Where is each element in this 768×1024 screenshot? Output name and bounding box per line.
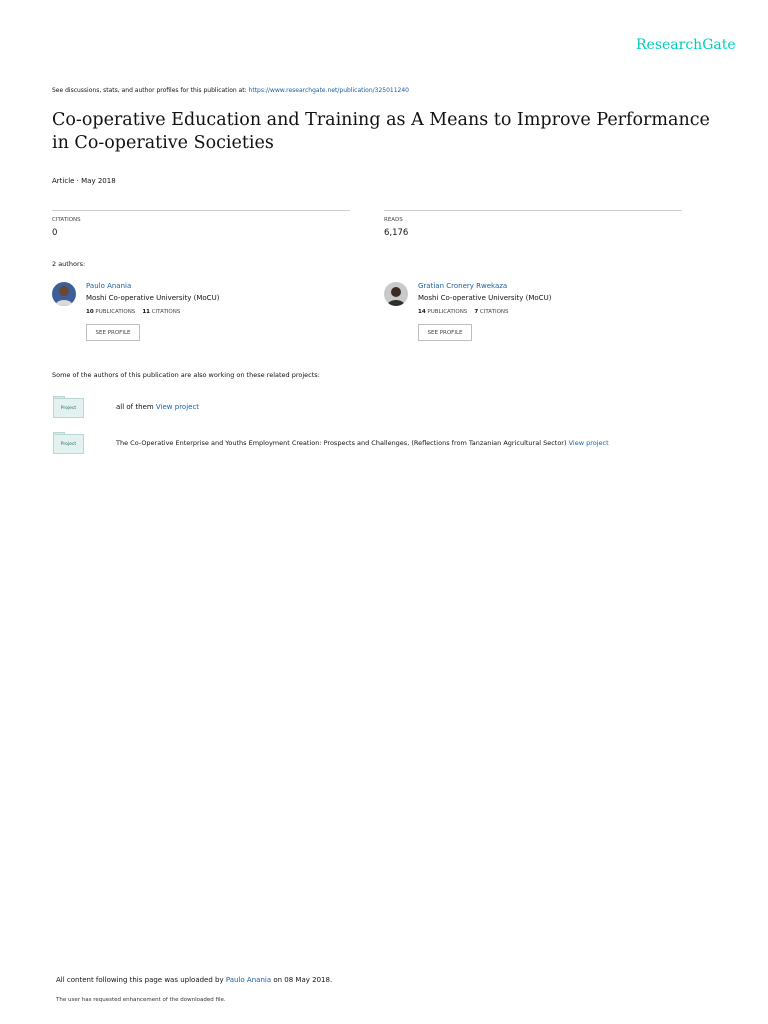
researchgate-logo[interactable]: ResearchGate [636,37,736,53]
author-name-link[interactable]: Paulo Anania [86,282,132,290]
author-card [384,282,684,352]
avatar-photo-icon [384,282,408,306]
author-name-link[interactable]: Gratian Cronery Rwekaza [418,282,508,290]
related-project-item [52,432,742,458]
citations-count-label: CITATIONS [151,309,181,315]
upload-suffix: on 08 May 2018. [271,976,333,984]
citations-count: 7 [474,309,479,315]
reads-value: 6,176 [384,228,409,238]
discussion-text: See discussions, stats, and author profiles for this publication at: [52,87,249,94]
view-project-link[interactable]: View project [155,403,200,411]
view-project-link[interactable]: View project [568,439,609,447]
citations-value: 0 [52,228,58,238]
project-badge: Project [53,434,84,454]
project-description [116,403,199,411]
upload-notice [56,976,332,984]
citations-label: CITATIONS [52,217,81,223]
citations-count: 11 [142,309,150,315]
project-badge: Project [53,398,84,418]
author-institution: Moshi Co-operative University (MoCU) [418,294,552,302]
publications-count: 14 [418,309,426,315]
author-counts [418,309,509,315]
related-projects-heading: Some of the authors of this publication are also working on these related projects: [52,371,320,379]
project-description [116,439,609,447]
uploader-link[interactable]: Paulo Anania [225,976,272,984]
project-title: The Co-Operative Enterprise and Youths Employment Creation: Prospects and Challenges, (Reflections from Tanzanian Agricultural Sector) [116,439,569,447]
project-folder-icon [53,396,84,418]
avatar-photo-icon [52,282,76,306]
publication-title: Co-operative Education and Training as A Means to Improve Performance in Co-operative Societies [52,110,710,153]
reads-label: READS [384,217,403,223]
project-folder-icon [53,432,84,454]
see-profile-button[interactable]: SEE PROFILE [86,324,140,341]
discussion-line [52,87,409,94]
author-avatar[interactable] [384,282,408,306]
citations-count-label: CITATIONS [479,309,509,315]
citations-divider [52,210,350,211]
enhancement-note: The user has requested enhancement of the downloaded file. [56,997,226,1003]
publications-label: PUBLICATIONS [427,309,468,315]
author-card [52,282,352,352]
author-institution: Moshi Co-operative University (MoCU) [86,294,220,302]
authors-heading: 2 authors: [52,260,86,268]
see-profile-button[interactable]: SEE PROFILE [418,324,472,341]
publications-count: 10 [86,309,94,315]
upload-prefix: All content following this page was uploaded by [56,976,226,984]
article-meta: Article · May 2018 [52,177,116,185]
author-counts [86,309,180,315]
publications-label: PUBLICATIONS [95,309,136,315]
project-title: all of them [116,403,156,411]
publication-link[interactable]: https://www.researchgate.net/publication/325011240 [248,87,409,94]
related-project-item [52,396,742,422]
author-avatar[interactable] [52,282,76,306]
reads-divider [384,210,682,211]
